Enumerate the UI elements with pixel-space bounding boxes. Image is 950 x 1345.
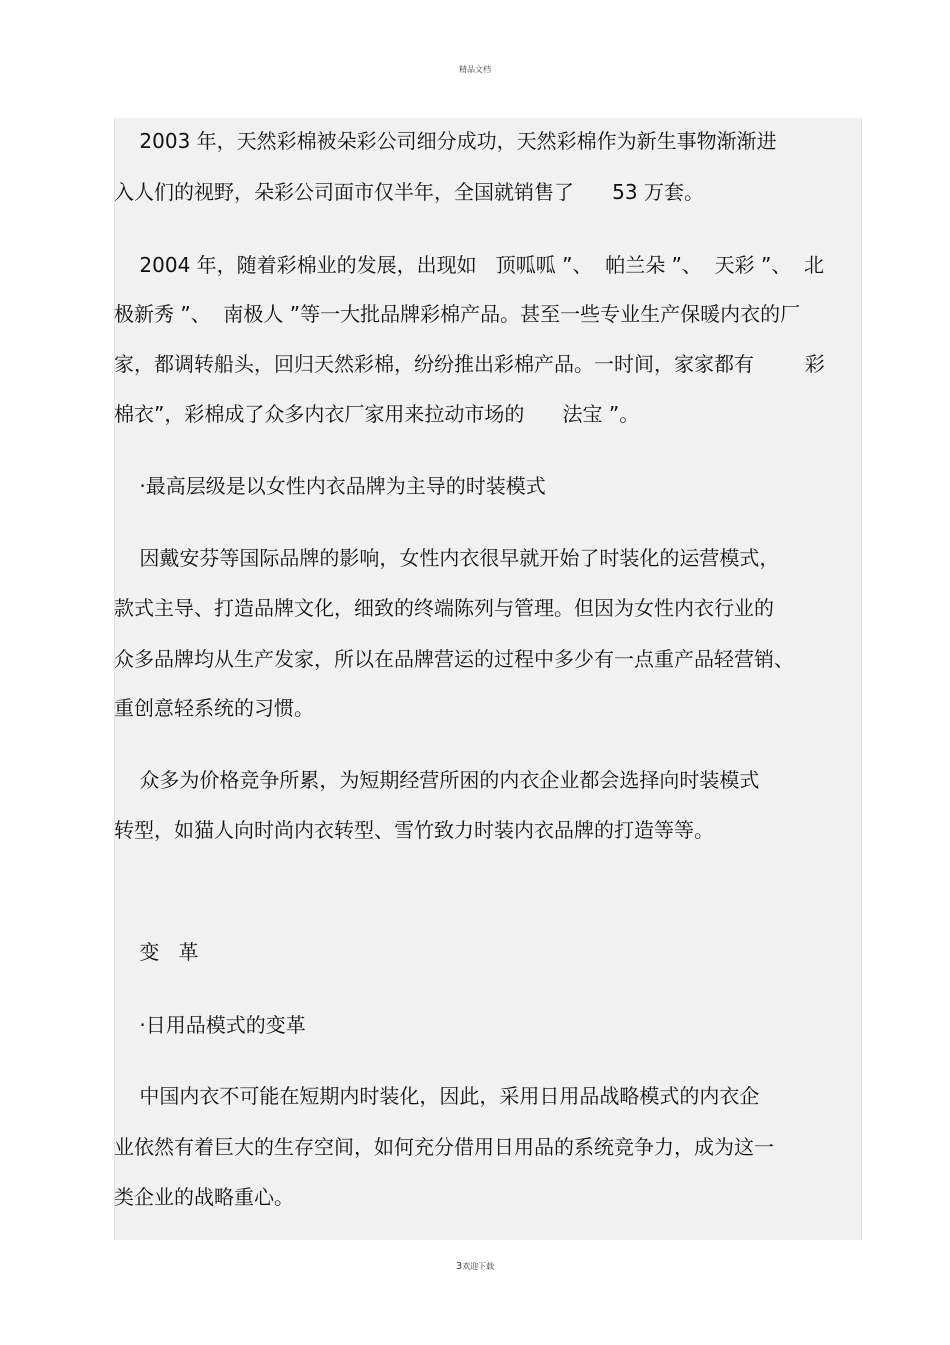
- paragraph-2-line-3: 家，都调转船头，回归天然彩棉，纷纷推出彩棉产品。一时间，家家都有 彩: [114, 352, 825, 376]
- section-bullet-daily-goods: ·日用品模式的变革: [114, 1013, 306, 1037]
- footer-text: 欢迎下载: [462, 1262, 495, 1271]
- paragraph-4-line-1: 因戴安芬等国际品牌的影响，女性内衣很早就开始了时装化的运营模式，: [114, 546, 780, 570]
- section-bullet-fashion-mode: ·最高层级是以女性内衣品牌为主导的时装模式: [114, 474, 546, 498]
- paragraph-8-line-3: 类企业的战略重心。: [114, 1185, 294, 1209]
- page-header: 精品文档: [459, 65, 491, 74]
- content-area: [114, 118, 862, 1240]
- paragraph-1-line-1: 2003 年，天然彩棉被朵彩公司细分成功，天然彩棉作为新生事物渐渐进: [114, 129, 777, 153]
- paragraph-5-line-1: 众多为价格竞争所累，为短期经营所困的内衣企业都会选择向时装模式: [114, 768, 760, 792]
- paragraph-8-line-2: 业依然有着巨大的生存空间，如何充分借用日用品的系统竞争力，成为这一: [114, 1135, 774, 1159]
- paragraph-2-line-2: 极新秀 ”、 南极人 ”等一大批品牌彩棉产品。甚至一些专业生产保暖内衣的厂: [114, 302, 801, 326]
- paragraph-2-line-4: 棉衣”，彩棉成了众多内衣厂家用来拉动市场的 法宝 ”。: [114, 402, 640, 426]
- page-footer: [0, 1261, 950, 1272]
- paragraph-4-line-3: 众多品牌均从生产发家，所以在品牌营运的过程中多少有一点重产品轻营销、: [114, 647, 794, 671]
- paragraph-4-line-2: 款式主导、打造品牌文化，细致的终端陈列与管理。但因为女性内衣行业的: [114, 596, 774, 620]
- paragraph-8-line-1: 中国内衣不可能在短期内时装化，因此，采用日用品战略模式的内衣企: [114, 1084, 760, 1108]
- section-title-change: 变 革: [114, 940, 199, 964]
- paragraph-4-line-4: 重创意轻系统的习惯。: [114, 696, 314, 720]
- paragraph-2-line-1: 2004 年，随着彩棉业的发展，出现如 顶呱呱 ”、 帕兰朵 ”、 天彩 ”、 北: [114, 253, 825, 277]
- page-number: 3: [455, 1261, 463, 1272]
- paragraph-5-line-2: 转型，如猫人向时尚内衣转型、雪竹致力时装内衣品牌的打造等等。: [114, 818, 714, 842]
- paragraph-1-line-2: 入人们的视野，朵彩公司面市仅半年，全国就销售了 53 万套。: [114, 180, 704, 204]
